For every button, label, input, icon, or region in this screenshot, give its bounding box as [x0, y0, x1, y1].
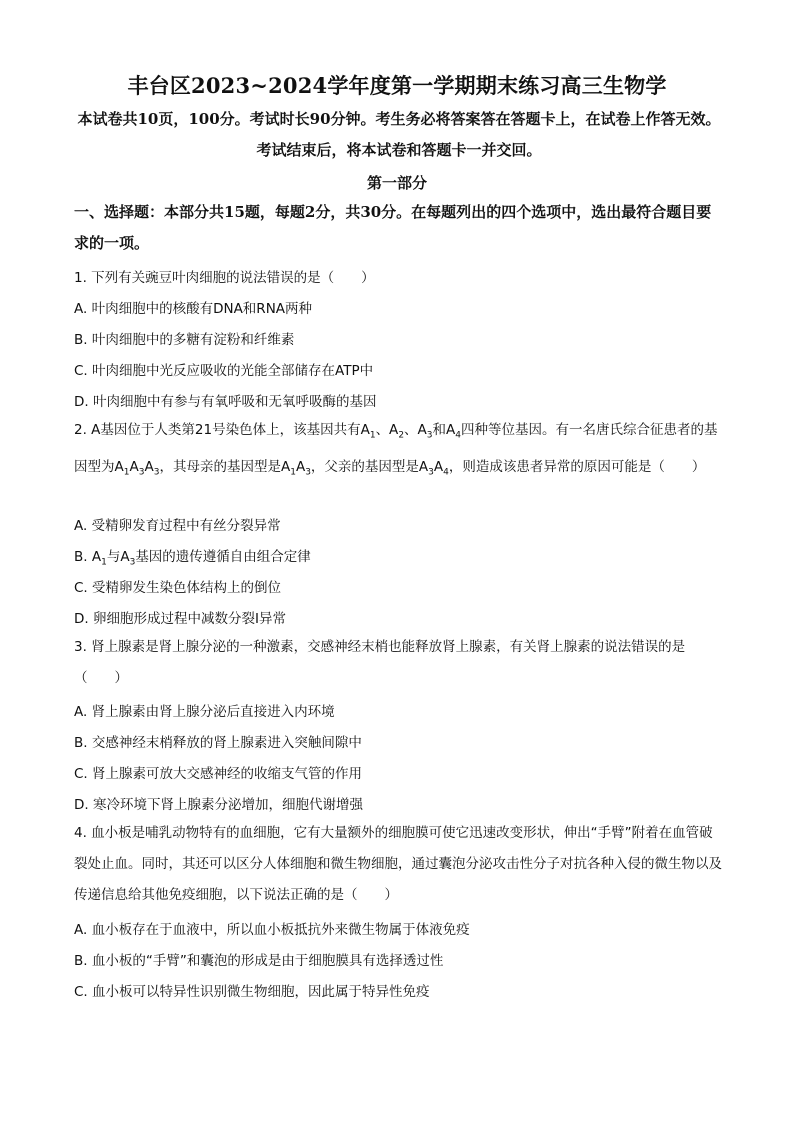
- section-heading: 一、选择题：本部分共15题，每题2分，共30分。在每题列出的四个选项中，选出最符合题目要求的一项。: [74, 203, 712, 252]
- q1-option-d: D. 叶肉细胞中有参与有氧呼吸和无氧呼吸酶的基因: [74, 394, 377, 410]
- q2-option-d: D. 卵细胞形成过程中减数分裂Ⅰ异常: [74, 611, 286, 627]
- q1-option-c: C. 叶肉细胞中光反应吸收的光能全部储存在ATP中: [74, 363, 374, 379]
- q3-option-d: D. 寒冷环境下肾上腺素分泌增加，细胞代谢增强: [74, 797, 363, 813]
- q2-option-c: C. 受精卵发生染色体结构上的倒位: [74, 580, 282, 596]
- q2-option-b: B. $A_1$与$A_3$基因的遗传遵循自由组合定律: [74, 549, 311, 568]
- q3-stem: 3. 肾上腺素是肾上腺分泌的一种激素，交感神经末梢也能释放肾上腺素，有关肾上腺素的说法错误的是（ ）: [74, 639, 686, 686]
- q1-option-b: B. 叶肉细胞中的多糖有淀粉和纤维素: [74, 332, 295, 348]
- q3-option-b: B. 交感神经末梢释放的肾上腺素进入突触间隙中: [74, 735, 362, 751]
- q4-option-a: A. 血小板存在于血液中，所以血小板抵抗外来微生物属于体液免疫: [74, 922, 470, 938]
- q1-option-a: A. 叶肉细胞中的核酸有DNA和RNA两种: [74, 301, 313, 317]
- exam-instructions: 本试卷共10页，100分。考试时长90分钟。考生务必将答案答在答题卡上，在试卷上作答无效。考试结束后，将本试卷和答题卡一并交回。: [77, 110, 721, 159]
- exam-title: 丰台区2023~2024学年度第一学期期末练习高三生物学: [127, 73, 667, 98]
- q4-option-b: B. 血小板的“手臂”和囊泡的形成是由于细胞膜具有选择透过性: [74, 953, 444, 969]
- section-label: 第一部分: [366, 174, 427, 192]
- q3-option-a: A. 肾上腺素由肾上腺分泌后直接进入内环境: [74, 704, 335, 720]
- q3-option-c: C. 肾上腺素可放大交感神经的收缩支气管的作用: [74, 766, 363, 782]
- q2-option-a: A. 受精卵发育过程中有丝分裂异常: [74, 518, 281, 534]
- q2-stem: 2. A基因位于人类第21号染色体上，该基因共有$A_1$、$A_2$、$A_3$和$A_4$四种等位基因。有一名唐氏综合征患者的基因型为$A_1A_3A_3$，其母亲的基因型是$A_1A_3$，父亲的基因型是$A_3A_4$，则造成该患者异常的原因可能是（ ）: [74, 422, 718, 478]
- q1-stem: 1. 下列有关豌豆叶肉细胞的说法错误的是（ ）: [74, 270, 375, 286]
- q4-stem: 4. 血小板是哺乳动物特有的血细胞，它有大量额外的细胞膜可使它迅速改变形状，伸出“手臂”附着在血管破裂处止血。同时，其还可以区分人体细胞和微生物细胞，通过囊泡分泌攻击性分子对抗各种入侵的微生物以及传递信息给其他免疫细胞，以下说法正确的是（ ）: [74, 825, 722, 903]
- q4-option-c: C. 血小板可以特异性识别微生物细胞，因此属于特异性免疫: [74, 984, 430, 1000]
